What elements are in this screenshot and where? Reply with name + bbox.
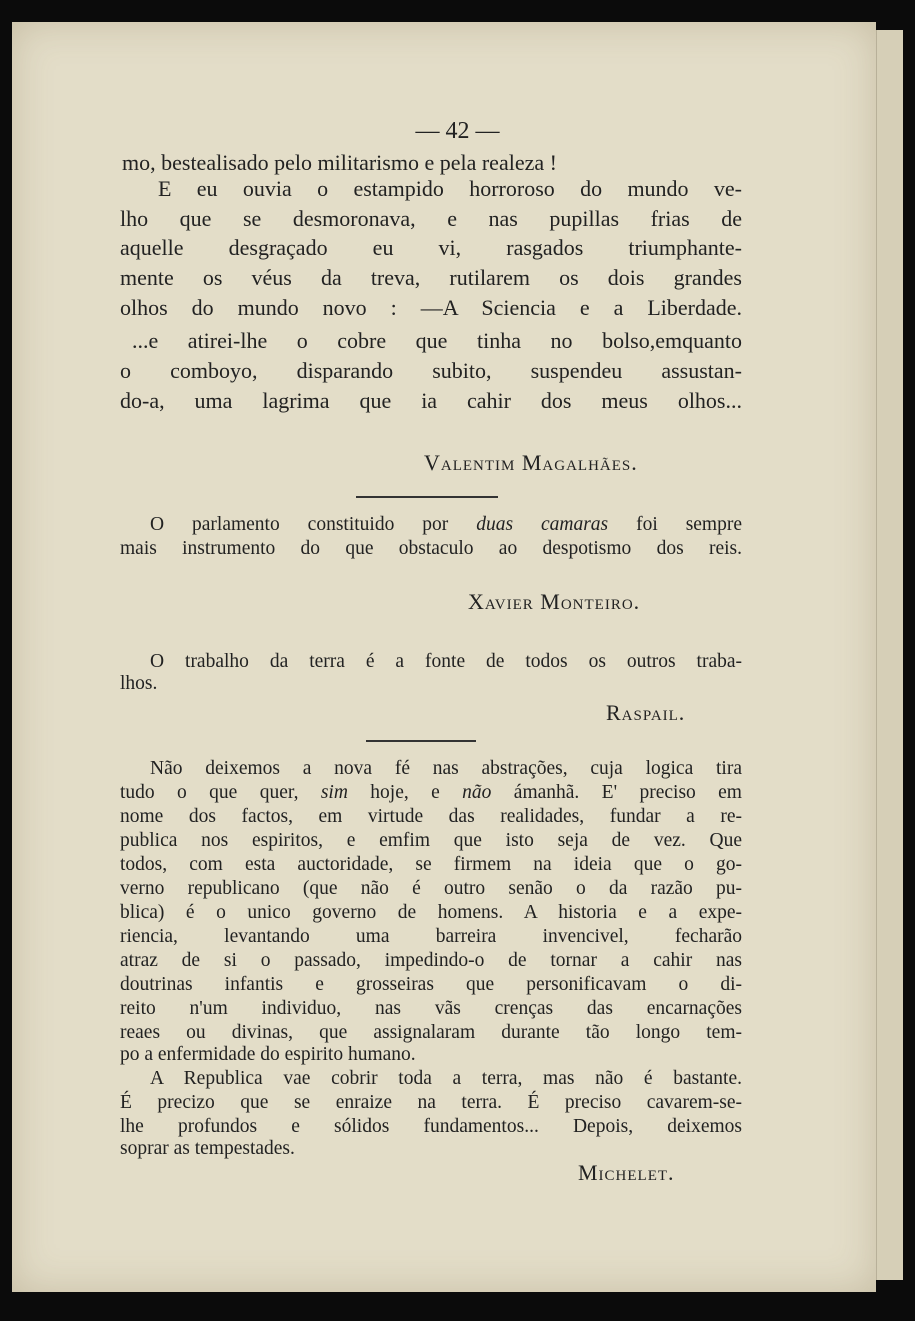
- excerpt-4-line-12: reaes ou divinas, que assignalaram durante tão longo tem-: [120, 1022, 742, 1043]
- excerpt-4-line-8: riencia, levantando uma barreira invencivel, fecharão: [120, 926, 742, 947]
- excerpt-1-line-1: mo, bestealisado pelo militarismo e pela realeza !: [122, 150, 557, 175]
- excerpt-1-line-2: E eu ouvia o estampido horroroso do mundo ve-: [158, 176, 742, 201]
- excerpt-4-line-1: Não deixemos a nova fé nas abstrações, cuja logica tira: [150, 758, 742, 779]
- excerpt-4-line-9: atraz de si o passado, impedindo-o de tornar a cahir nas: [120, 950, 742, 971]
- excerpt-2-line-1: O parlamento constituido por duas camaras foi sempre: [150, 514, 742, 535]
- excerpt-4-line-4: publica nos espiritos, e emfim que isto seja de vez. Que: [120, 830, 742, 851]
- excerpt-1-line-8: o comboyo, disparando subito, suspendeu assustan-: [120, 358, 742, 383]
- excerpt-4-line-6: verno republicano (que não é outro senão o da razão pu-: [120, 878, 742, 899]
- separator-rule: [356, 496, 498, 498]
- excerpt-1-line-6: olhos do mundo novo : —A Sciencia e a Liberdade.: [120, 295, 742, 320]
- excerpt-4-line-3: nome dos factos, em virtude das realidades, fundar a re-: [120, 806, 742, 827]
- excerpt-3-line-2: lhos.: [120, 673, 158, 694]
- excerpt-3-line-1: O trabalho da terra é a fonte de todos os outros traba-: [150, 651, 742, 672]
- excerpt-4-line-5: todos, com esta auctoridade, se firmem na ideia que o go-: [120, 854, 742, 875]
- page-text: [120, 0, 742, 1321]
- author-michelet: Michelet.: [578, 1160, 675, 1185]
- author-xavier-monteiro: Xavier Monteiro.: [468, 589, 641, 614]
- page-edge: [876, 30, 903, 1280]
- excerpt-1-line-7: ...e atirei-lhe o cobre que tinha no bolso,emquanto: [132, 328, 742, 353]
- page-number: — 42 —: [415, 118, 500, 144]
- separator-rule: [366, 740, 476, 742]
- excerpt-4-line-7: blica) é o unico governo de homens. A historia e a expe-: [120, 902, 742, 923]
- excerpt-4-line-10: doutrinas infantis e grosseiras que personificavam o di-: [120, 974, 742, 995]
- author-raspail: Raspail.: [606, 700, 686, 725]
- excerpt-4-line-2: tudo o que quer, sim hoje, e não ámanhã. E' preciso em: [120, 782, 742, 803]
- excerpt-1-line-5: mente os véus da treva, rutilarem os dois grandes: [120, 265, 742, 290]
- excerpt-4-line-17: soprar as tempestades.: [120, 1138, 295, 1159]
- excerpt-1-line-4: aquelle desgraçado eu vi, rasgados triumphante-: [120, 235, 742, 260]
- excerpt-2-line-2: mais instrumento do que obstaculo ao despotismo dos reis.: [120, 538, 742, 559]
- excerpt-4-line-13: po a enfermidade do espirito humano.: [120, 1044, 416, 1065]
- author-valentim-magalhaes: Valentim Magalhães.: [424, 450, 638, 475]
- excerpt-4-line-15: É precizo que se enraize na terra. É preciso cavarem-se-: [120, 1092, 742, 1113]
- excerpt-1-line-9: do-a, uma lagrima que ia cahir dos meus olhos...: [120, 388, 742, 413]
- excerpt-4-line-14: A Republica vae cobrir toda a terra, mas não é bastante.: [150, 1068, 742, 1089]
- excerpt-1-line-3: lho que se desmoronava, e nas pupillas frias de: [120, 206, 742, 231]
- excerpt-4-line-11: reito n'um individuo, nas vãs crenças das encarnações: [120, 998, 742, 1019]
- excerpt-4-line-16: lhe profundos e sólidos fundamentos... Depois, deixemos: [120, 1116, 742, 1137]
